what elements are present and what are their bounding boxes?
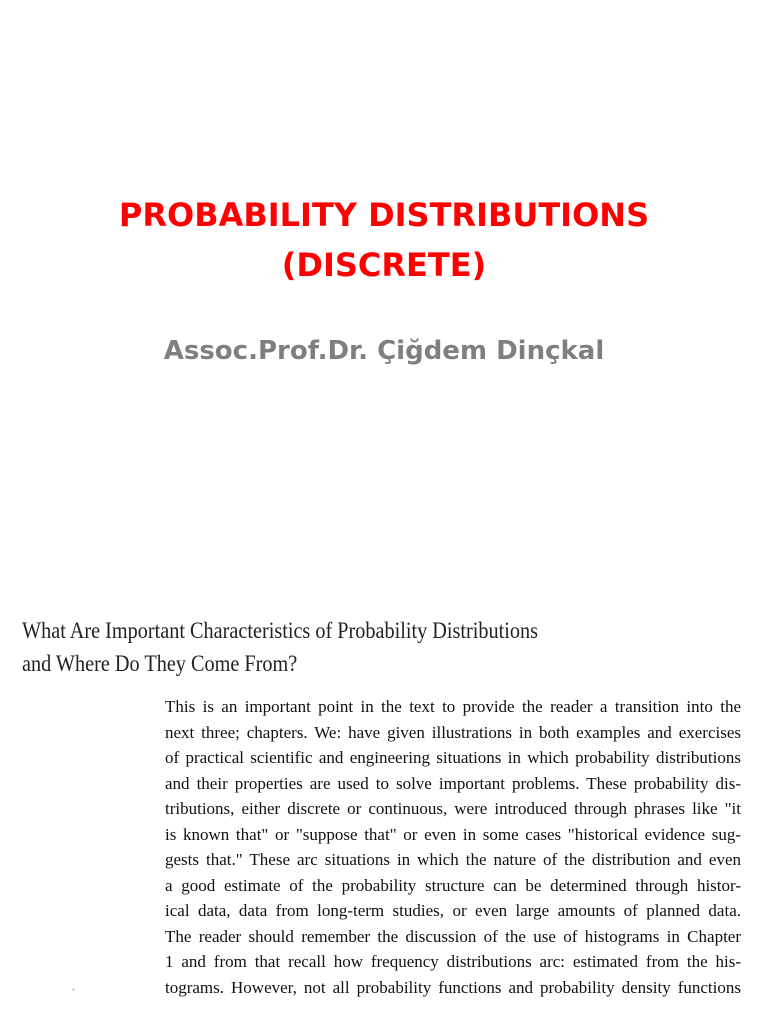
body-line: and their properties are used to solve important problems. These probability dis- [165, 773, 741, 793]
slide-title [0, 190, 768, 290]
body-line: The reader should remember the discussion of the use of histograms in Chapter [165, 926, 741, 946]
body-line: tograms. However, not all probability functions and probability density functions [165, 977, 741, 997]
section-heading-line-2: and Where Do They Come From? [22, 651, 298, 676]
body-line: gests that." These arc situations in which the nature of the distribution and even [165, 850, 741, 869]
body-line: next three; chapters. We: have given illustrations in both examples and exercises [165, 722, 741, 742]
section-heading [22, 614, 638, 680]
book-excerpt [0, 614, 768, 1024]
body-line: 1 and from that recall how frequency distributions arc: estimated from the his- [165, 952, 741, 971]
section-heading-line-1: What Are Important Characteristics of Probability Distributions [22, 618, 539, 643]
body-line: of practical scientific and engineering situations in which probability distributions [165, 748, 741, 767]
scan-speck [72, 988, 75, 991]
body-line: a good estimate of the probability structure can be determined through histor- [165, 875, 741, 895]
slide-title-line-1: PROBABILITY DISTRIBUTIONS [118, 196, 650, 234]
body-line: is known that" or "suppose that" or even in some cases "historical evidence sug- [165, 824, 741, 844]
author-name: Assoc.Prof.Dr. Çiğdem Dinçkal [163, 336, 605, 366]
body-line: ical data, data from long-term studies, or even large amounts of planned data. [165, 901, 741, 920]
body-line: This is an important point in the text to provide the reader a transition into the [165, 697, 741, 716]
body-paragraph [165, 694, 741, 1000]
body-line: tributions, either discrete or continuous, were introduced through phrases like "it [165, 799, 741, 818]
slide-title-line-2: (DISCRETE) [281, 246, 487, 284]
